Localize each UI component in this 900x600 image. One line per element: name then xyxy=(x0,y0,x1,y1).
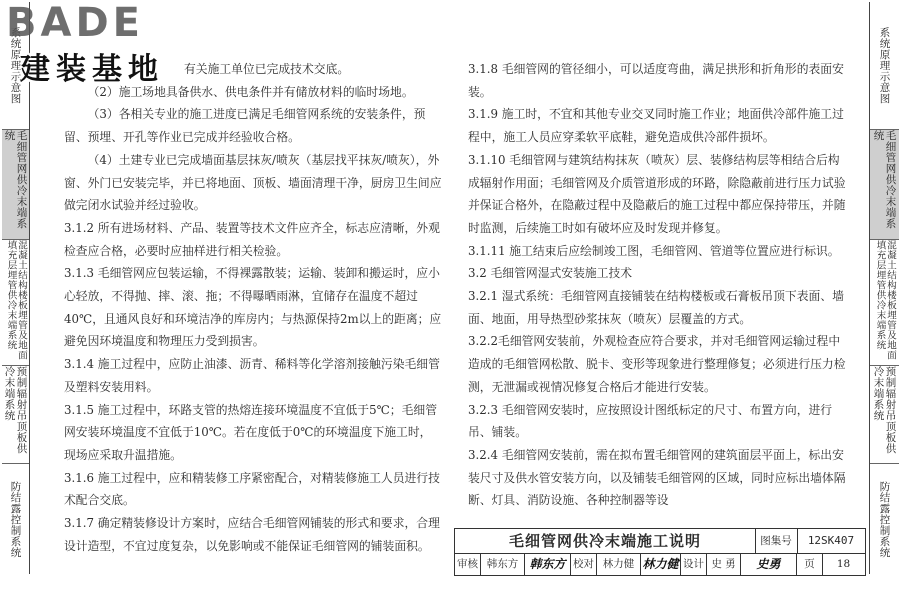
atlas-number: 12SK407 xyxy=(807,534,855,547)
paragraph: 3.2.4 毛细管网安装前，需在拟布置毛细管网的建筑面层平面上，标出安装尺寸及供水管安装方向，以及铺装毛细管网的区域，同时应标出墙体隔断、灯具、消防设施、各种控制器等设 xyxy=(468,447,846,508)
drawing-title: 毛细管网供冷末端施工说明 xyxy=(455,529,756,553)
right-tab-embedded-pipe[interactable]: 混凝土结构楼板埋管及地面填充层埋管供冷末端系统 xyxy=(870,240,899,366)
checker-name: 林力健 xyxy=(597,553,641,575)
paragraph: 3.1.8 毛细管网的管径细小，可以适度弯曲，满足拱形和折角形的表面安装。 xyxy=(468,62,844,99)
paragraph: 3.1.10 毛细管网与建筑结构抹灰（喷灰）层、装修结构层等相结合后构成辐射作用面；毛细管网及介质管道形成的环路，除隐蔽前进行压力试验并保证合格外，在隐蔽过程中及隐蔽后的施工过程中都应保持带压，并随时监测，后续施工时如有破坏应及时发现并修复。 xyxy=(468,152,846,235)
paragraph: 3.1.6 施工过程中，应和精装修工序紧密配合，对精装修施工人员进行技术配合交底。 xyxy=(64,470,440,508)
paragraph: （3）各相关专业的施工进度已满足毛细管网系统的安装条件，预留、预埋、开孔等作业已完成并经验收合格。 xyxy=(64,107,426,145)
left-tab-capillary[interactable]: 毛细管网供冷末端系统 xyxy=(2,130,29,240)
check-label: 校对 xyxy=(571,553,597,575)
paragraph: 3.2.1 湿式系统：毛细管网直接铺装在结构楼板或石膏板吊顶下表面、墙面、地面，用导热型砂浆抹灰（喷灰）层覆盖的方式。 xyxy=(468,289,844,326)
paragraph: （2）施工场地具备供水、供电条件并有储放材料的临时场地。 xyxy=(87,84,414,99)
right-tab-column xyxy=(869,2,899,574)
right-tab-system-diagram[interactable]: 系统原理示意图 xyxy=(870,2,899,130)
paragraph: （4）土建专业已完成墙面基层抹灰/喷灰（基层找平抹灰/喷灰），外窗、外门已安装完毕，并已将地面、顶板、墙面清理干净，厨房卫生间应做完闭水试验并经过验收。 xyxy=(64,152,442,213)
logo-subtitle: 建装基地 xyxy=(20,52,164,87)
page-label: 页 xyxy=(797,553,823,575)
left-tab-radiant-ceiling[interactable]: 预制辐射吊顶板供冷末端系统 xyxy=(2,366,29,464)
designer-signature: 史勇 xyxy=(741,553,797,575)
paragraph: 3.1.3 毛细管网应包装运输，不得裸露散装；运输、装卸和搬运时，应小心轻放，不得抛、摔、滚、拖；不得曝晒雨淋，宜储存在温度不超过40℃，且通风良好和环境洁净的库房内；与热源保持2m以上的距离；应避免因环境温度和物理压力受到损害。 xyxy=(64,266,442,349)
paragraph: 3.2.3 毛细管网安装时，应按照设计图纸标定的尺寸、布置方向，进行吊、铺装。 xyxy=(468,402,833,440)
paragraph: 3.2.2毛细管网安装前，外观检查应符合要求，并对毛细管网运输过程中造成的毛细管网松散、脱卡、变形等现象进行整理修复；必须进行压力检测，无泄漏或视情况修复合格后才能进行安装。 xyxy=(468,334,846,394)
paragraph: 有关施工单位已完成技术交底。 xyxy=(184,62,350,76)
design-label: 设计 xyxy=(681,553,707,575)
section-heading: 3.2 毛细管网湿式安装施工技术 xyxy=(468,266,633,281)
left-tab-condensation[interactable]: 防结露控制系统 xyxy=(9,480,22,558)
review-label: 审核 xyxy=(455,553,481,575)
right-text-column xyxy=(468,58,846,512)
paragraph: 3.1.11 施工结束后应绘制竣工图，毛细管网、管道等位置应进行标识。 xyxy=(468,243,840,258)
checker-signature: 林力健 xyxy=(641,553,681,575)
designer-name: 史 勇 xyxy=(707,553,741,575)
right-tab-condensation[interactable]: 防结露控制系统 xyxy=(878,480,891,558)
paragraph: 3.1.5 施工过程中，环路支管的热熔连接环境温度不宜低于5℃；毛细管网安装环境温度不宜低于10℃。若在度低于0℃的环境温度下施工时，现场应采取升温措施。 xyxy=(64,402,437,462)
title-block xyxy=(454,528,866,576)
paragraph: 3.1.4 施工过程中，应防止油漆、沥青、稀料等化学溶剂接触污染毛细管及塑料安装用料。 xyxy=(64,357,440,394)
left-text-column xyxy=(64,58,442,557)
atlas-label: 图集号 xyxy=(755,529,798,553)
page-number: 18 xyxy=(836,558,851,570)
paragraph: 3.1.2 所有进场材料、产品、装置等技术文件应齐全，标志应清晰，外观检查应合格，必要时应抽样进行相关检验。 xyxy=(64,220,440,258)
reviewer-name: 韩东方 xyxy=(481,553,525,575)
title-block-top-row xyxy=(455,529,865,554)
title-block-signature-row xyxy=(455,553,865,575)
reviewer-signature: 韩东方 xyxy=(525,553,571,575)
paragraph: 3.1.7 确定精装修设计方案时，应结合毛细管网铺装的形式和要求，合理设计造型，不宜过度复杂，以免影响或不能保证毛细管网的铺装面积。 xyxy=(64,516,440,553)
left-tab-embedded-pipe[interactable]: 混凝土结构楼板埋管及地面填充层埋管供冷末端系统 xyxy=(2,240,29,366)
logo-wordmark: BADE xyxy=(6,0,144,46)
right-tab-capillary[interactable]: 毛细管网供冷末端系统 xyxy=(870,130,899,240)
paragraph: 3.1.9 施工时，不宜和其他专业交叉同时施工作业；地面供冷部件施工过程中，施工人员应穿柔软平底鞋，避免造成供冷部件损坏。 xyxy=(468,107,844,145)
right-tab-radiant-ceiling[interactable]: 预制辐射吊顶板供冷末端系统 xyxy=(870,366,899,464)
left-tab-system-diagram[interactable]: 系统原理示意图 xyxy=(2,2,29,130)
